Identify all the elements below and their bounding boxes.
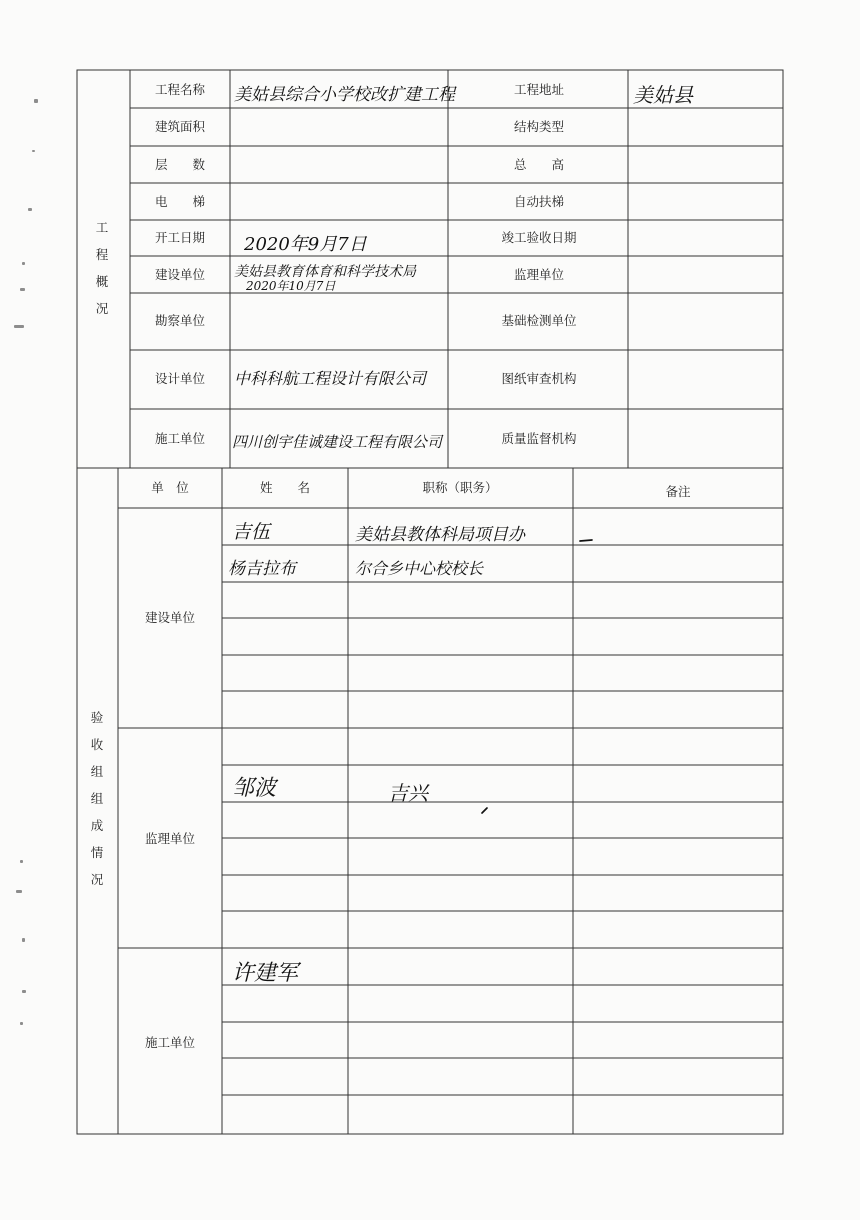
construction-unit-label: 施工单位 — [154, 431, 206, 446]
overlapping-date-note: 2020年10月7日 — [246, 279, 336, 293]
completion-date-label: 竣工验收日期 — [501, 230, 577, 245]
owner-unit-label: 建设单位 — [154, 267, 206, 282]
project-name-value: 美姑县综合小学校改扩建工程 — [234, 85, 455, 105]
overview-label-char: 工 — [95, 220, 109, 235]
floors-label: 层 数 — [154, 157, 206, 172]
supervision-member-name: 邹波 — [232, 776, 277, 801]
project-name-label: 工程名称 — [154, 82, 206, 97]
foundation-testing-label: 基础检测单位 — [501, 313, 577, 328]
construction-unit-value: 四川创宇佳诚建设工程有限公司 — [232, 433, 443, 451]
acceptance-label-char: 组 — [90, 764, 104, 779]
pen-mark — [482, 808, 487, 813]
total-height-label: 总 高 — [513, 157, 565, 172]
overview-label-char: 概 — [95, 274, 109, 289]
owner-member-name: 吉伍 — [232, 521, 271, 543]
acceptance-label-char: 成 — [90, 818, 104, 833]
supervision-unit-label: 监理单位 — [513, 267, 565, 282]
elevator-label: 电 梯 — [154, 194, 206, 209]
building-area-label: 建筑面积 — [154, 119, 206, 134]
acceptance-label-char: 况 — [90, 872, 104, 887]
group-owner-unit: 建设单位 — [144, 610, 196, 625]
owner-member-name: 杨吉拉布 — [228, 559, 296, 579]
supervision-member-title: 吉兴 — [388, 781, 428, 805]
overview-section-label — [96, 220, 109, 316]
group-supervision-unit: 监理单位 — [144, 831, 196, 846]
escalator-label: 自动扶梯 — [513, 194, 565, 209]
quality-supervision-label: 质量监督机构 — [501, 431, 577, 446]
owner-member-title: 尔合乡中心校校长 — [355, 559, 484, 578]
acceptance-label-char: 情 — [90, 845, 104, 860]
overview-label-char: 况 — [95, 301, 109, 316]
owner-member-title: 美姑县教体科局项目办 — [355, 525, 525, 545]
header-remark: 备注 — [665, 484, 691, 499]
design-unit-label: 设计单位 — [154, 371, 206, 386]
group-construction-unit: 施工单位 — [144, 1035, 196, 1050]
pen-mark — [580, 540, 592, 541]
header-name: 姓 名 — [259, 480, 311, 495]
acceptance-label-char: 组 — [90, 791, 104, 806]
structure-type-label: 结构类型 — [513, 119, 565, 134]
design-unit-value: 中科科航工程设计有限公司 — [234, 369, 427, 388]
project-address-value: 美姑县 — [633, 83, 693, 107]
header-title: 职称（职务） — [422, 480, 498, 495]
header-unit: 单 位 — [151, 480, 189, 495]
construction-member-name: 许建军 — [232, 961, 299, 986]
drawing-review-label: 图纸审查机构 — [501, 371, 577, 386]
overview-label-char: 程 — [95, 247, 109, 262]
entry-row-lines — [222, 545, 783, 1095]
owner-unit-value: 美姑县教育体育和科学技术局 — [234, 264, 416, 280]
acceptance-label-char: 验 — [90, 710, 104, 725]
acceptance-label-char: 收 — [90, 737, 104, 752]
start-date-label: 开工日期 — [154, 230, 206, 245]
survey-unit-label: 勘察单位 — [154, 313, 206, 328]
acceptance-section-label — [91, 710, 104, 887]
start-date-value: 2020年9月7日 — [244, 234, 367, 255]
project-address-label: 工程地址 — [513, 82, 565, 97]
